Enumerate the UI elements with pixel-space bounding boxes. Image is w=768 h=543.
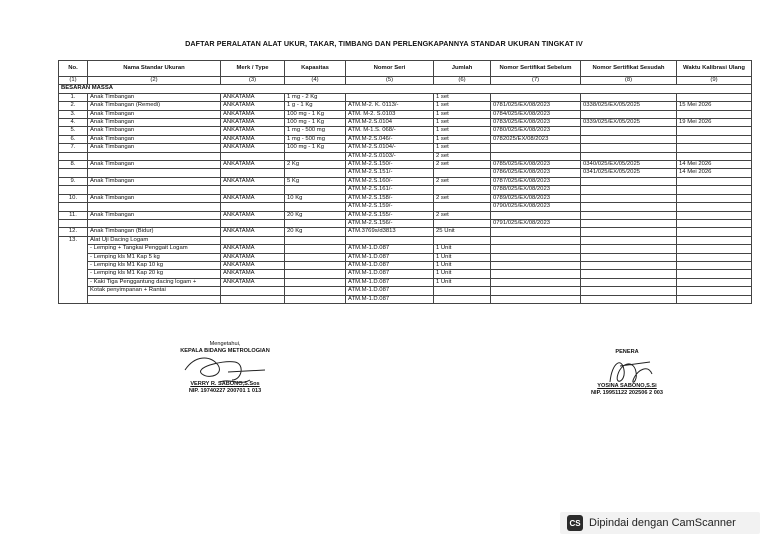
- column-header-7: Nomor Sertifikat Sebelum: [491, 61, 581, 77]
- section-label: BESARAN MASSA: [59, 85, 752, 93]
- empty-cell: [285, 261, 346, 269]
- table-cell: 0786/025/EX/08/2023: [491, 169, 581, 177]
- table-cell: 5.: [59, 127, 88, 135]
- section-row: [59, 85, 752, 93]
- empty-cell: [221, 236, 285, 244]
- table-row: [59, 102, 752, 110]
- table-cell: 0790/025/EX/08/2023: [491, 203, 581, 211]
- empty-cell: [491, 245, 581, 253]
- table-cell: [581, 203, 677, 211]
- table-row: [59, 119, 752, 127]
- table-cell: ANKATAMA: [221, 119, 285, 127]
- table-row: [59, 287, 752, 295]
- item-qty-cell: 1 Unit: [434, 253, 491, 261]
- column-number-3: (3): [221, 77, 285, 85]
- table-cell: [221, 152, 285, 160]
- table-cell: 2 set: [434, 161, 491, 169]
- camscanner-watermark: [560, 512, 760, 534]
- table-cell: [581, 211, 677, 219]
- table-cell: [581, 110, 677, 118]
- table-cell: 15 Mei 2026: [677, 102, 752, 110]
- item-qty-cell: [434, 295, 491, 303]
- table-cell: 1 mg - 500 mg: [285, 135, 346, 143]
- table-cell: 0788/025/EX/08/2023: [491, 186, 581, 194]
- item-brand-cell: ANKATAMA: [221, 278, 285, 286]
- table-cell: 0781/025/EX/08/2023: [491, 102, 581, 110]
- table-cell: Anak Timbangan: [88, 110, 221, 118]
- table-cell: 0785/025/EX/08/2023: [491, 161, 581, 169]
- item-serial-cell: ATM.M-1.D.087: [346, 278, 434, 286]
- table-cell: ATM.M-2.S.0103/-: [346, 152, 434, 160]
- empty-cell: [677, 245, 752, 253]
- item-brand-cell: [221, 287, 285, 295]
- empty-cell: [677, 295, 752, 303]
- left-signer-nip: NIP. 19740227 200701 1 013: [188, 388, 262, 394]
- table-cell: ANKATAMA: [221, 135, 285, 143]
- item-name-cell: [88, 295, 221, 303]
- table-cell: 1 set: [434, 119, 491, 127]
- table-cell: [434, 186, 491, 194]
- table-cell: [221, 203, 285, 211]
- table-cell: 0339/025/EX/05/2025: [581, 119, 677, 127]
- table-cell: Anak Timbangan: [88, 177, 221, 185]
- table-cell: [581, 228, 677, 236]
- table-row: [59, 236, 752, 244]
- item-qty-cell: 1 Unit: [434, 278, 491, 286]
- table-row: [59, 135, 752, 143]
- empty-cell: [491, 253, 581, 261]
- verifier-label: PENERA: [615, 349, 639, 355]
- table-cell: ANKATAMA: [221, 144, 285, 152]
- table-cell: ATM.M-2.S.0104: [346, 119, 434, 127]
- empty-cell: [581, 270, 677, 278]
- item-serial-cell: ATM.M-1.D.087: [346, 295, 434, 303]
- table-cell: [434, 219, 491, 227]
- table-cell: 14 Mei 2026: [677, 161, 752, 169]
- table-cell: [88, 186, 221, 194]
- table-cell: 2 set: [434, 194, 491, 202]
- table-cell: 0789/025/EX/08/2023: [491, 194, 581, 202]
- table-cell: [434, 169, 491, 177]
- table-cell: Anak Timbangan: [88, 119, 221, 127]
- table-cell: Anak Timbangan: [88, 127, 221, 135]
- empty-cell: [581, 245, 677, 253]
- table-cell: [491, 152, 581, 160]
- column-number-9: (9): [677, 77, 752, 85]
- table-row: [59, 152, 752, 160]
- table-cell: [491, 144, 581, 152]
- table-cell: ANKATAMA: [221, 110, 285, 118]
- table-cell: 0787/025/EX/08/2023: [491, 177, 581, 185]
- table-cell: 0338/025/EX/05/2025: [581, 102, 677, 110]
- table-cell: 0784/025/EX/08/2023: [491, 110, 581, 118]
- table-cell: 20 Kg: [285, 211, 346, 219]
- header-row: [59, 61, 752, 77]
- empty-cell: [491, 270, 581, 278]
- table-cell: 5 Kg: [285, 177, 346, 185]
- empty-cell: [491, 295, 581, 303]
- table-cell: [677, 177, 752, 185]
- table-cell: 7.: [59, 144, 88, 152]
- table-row: [59, 144, 752, 152]
- table-cell: 10.: [59, 194, 88, 202]
- acknowledged-label: Mengetahui,: [209, 341, 241, 347]
- table-cell: [88, 169, 221, 177]
- empty-cell: [581, 295, 677, 303]
- item-serial-cell: ATM.M-1.D.087: [346, 253, 434, 261]
- column-number-6: (6): [434, 77, 491, 85]
- empty-cell: [491, 287, 581, 295]
- empty-cell: [491, 236, 581, 244]
- item-brand-cell: ANKATAMA: [221, 270, 285, 278]
- left-signer-name: VERRY R. SABONO,S.Sos: [190, 381, 260, 387]
- table-row: [59, 93, 752, 101]
- table-cell: ATM.M-2.S.161/-: [346, 186, 434, 194]
- table-cell: [581, 186, 677, 194]
- empty-cell: [491, 278, 581, 286]
- empty-cell: [581, 287, 677, 295]
- empty-cell: [346, 236, 434, 244]
- table-cell: 2 set: [434, 152, 491, 160]
- table-cell: [346, 93, 434, 101]
- table-cell: 0340/025/EX/05/2025: [581, 161, 677, 169]
- column-number-4: (4): [285, 77, 346, 85]
- column-header-4: Kapasitas: [285, 61, 346, 77]
- column-number-8: (8): [581, 77, 677, 85]
- table-cell: [434, 203, 491, 211]
- table-cell: [491, 228, 581, 236]
- empty-cell: [285, 245, 346, 253]
- table-cell: [491, 93, 581, 101]
- table-row: [59, 253, 752, 261]
- equipment-table: [58, 60, 752, 304]
- left-handwritten-signature: [180, 350, 270, 390]
- table-cell: 0782025/EX/08/2023: [491, 135, 581, 143]
- table-row: [59, 169, 752, 177]
- column-number-row: [59, 77, 752, 85]
- item-qty-cell: 1 Unit: [434, 270, 491, 278]
- item-serial-cell: ATM.M-1.D.087: [346, 270, 434, 278]
- table-cell: ATM.M-2.S.155/-: [346, 211, 434, 219]
- empty-cell: [285, 236, 346, 244]
- column-header-6: Jumlah: [434, 61, 491, 77]
- table-cell: ANKATAMA: [221, 161, 285, 169]
- table-row: [59, 110, 752, 118]
- table-cell: [581, 177, 677, 185]
- table-cell: ATM.M-2.S.046/-: [346, 135, 434, 143]
- camscanner-text: Dipindai dengan CamScanner: [589, 517, 736, 529]
- table-cell: [59, 203, 88, 211]
- table-cell: 100 mg - 1 Kg: [285, 119, 346, 127]
- column-number-7: (7): [491, 77, 581, 85]
- empty-cell: [434, 236, 491, 244]
- right-signer-name: YOSINA SABONO,S.Si: [597, 383, 657, 389]
- column-header-2: Nama Standar Ukuran: [88, 61, 221, 77]
- right-handwritten-signature: [600, 352, 660, 392]
- table-row: [59, 177, 752, 185]
- table-cell: [285, 203, 346, 211]
- table-cell: ATM.M-2.S.159/-: [346, 203, 434, 211]
- table-cell: [581, 219, 677, 227]
- table-cell: [581, 127, 677, 135]
- table-cell: [221, 186, 285, 194]
- table-cell: [677, 194, 752, 202]
- table-cell: 2 Kg: [285, 161, 346, 169]
- column-header-5: Nomor Seri: [346, 61, 434, 77]
- empty-cell: [581, 278, 677, 286]
- empty-cell: [285, 270, 346, 278]
- table-cell: [581, 144, 677, 152]
- table-cell: [581, 152, 677, 160]
- table-cell: 20 Kg: [285, 228, 346, 236]
- item-qty-cell: 1 Unit: [434, 245, 491, 253]
- table-cell: [677, 203, 752, 211]
- table-cell: 8.: [59, 161, 88, 169]
- empty-cell: [677, 270, 752, 278]
- table-row: [59, 278, 752, 286]
- table-row: [59, 194, 752, 202]
- item-qty-cell: [434, 287, 491, 295]
- table-cell: 1 g - 1 Kg: [285, 102, 346, 110]
- table-cell: 2 set: [434, 211, 491, 219]
- table-row: [59, 228, 752, 236]
- item-name-cell: - Lemping kls M1 Kap 20 kg: [88, 270, 221, 278]
- item-name-cell: Kotak penyimpanan + Rantai: [88, 287, 221, 295]
- item-brand-cell: ANKATAMA: [221, 253, 285, 261]
- row-number-cell: 13.: [59, 236, 88, 303]
- column-number-1: (1): [59, 77, 88, 85]
- table-cell: 0780/025/EX/08/2023: [491, 127, 581, 135]
- table-row: [59, 127, 752, 135]
- item-serial-cell: ATM.M-1.D.087: [346, 245, 434, 253]
- table-cell: ANKATAMA: [221, 177, 285, 185]
- table-cell: [581, 194, 677, 202]
- column-header-8: Nomor Sertifikat Sesudah: [581, 61, 677, 77]
- table-row: [59, 261, 752, 269]
- table-cell: Anak Timbangan: [88, 144, 221, 152]
- head-of-division-label: KEPALA BIDANG METROLOGIAN: [180, 348, 270, 354]
- table-cell: [59, 186, 88, 194]
- table-cell: [88, 203, 221, 211]
- empty-cell: [285, 295, 346, 303]
- table-cell: ANKATAMA: [221, 127, 285, 135]
- table-cell: [581, 135, 677, 143]
- column-number-2: (2): [88, 77, 221, 85]
- empty-cell: [677, 236, 752, 244]
- table-cell: [59, 152, 88, 160]
- column-header-1: No.: [59, 61, 88, 77]
- table-cell: 1.: [59, 93, 88, 101]
- camscanner-logo-icon: CS: [567, 515, 583, 531]
- empty-cell: [677, 261, 752, 269]
- table-cell: ANKATAMA: [221, 211, 285, 219]
- item-brand-cell: ANKATAMA: [221, 261, 285, 269]
- item-serial-cell: ATM.M-1.D.087: [346, 261, 434, 269]
- table-cell: Anak Timbangan (Remedi): [88, 102, 221, 110]
- document-title: DAFTAR PERALATAN ALAT UKUR, TAKAR, TIMBANG DAN PERLENGKAPANNYA STANDAR UKURAN TINGKAT IV: [185, 39, 583, 48]
- table-row: [59, 161, 752, 169]
- table-cell: ATM. M-1.S. 068/-: [346, 127, 434, 135]
- table-cell: 1 mg - 500 mg: [285, 127, 346, 135]
- table-cell: 1 set: [434, 127, 491, 135]
- empty-cell: [581, 236, 677, 244]
- table-cell: [285, 152, 346, 160]
- table-cell: 2 set: [434, 177, 491, 185]
- table-cell: ATM.M-2. K. 0113/-: [346, 102, 434, 110]
- table-cell: [677, 93, 752, 101]
- table-cell: 1 set: [434, 135, 491, 143]
- table-cell: Anak Timbangan: [88, 161, 221, 169]
- table-cell: 10 Kg: [285, 194, 346, 202]
- table-cell: [491, 211, 581, 219]
- table-cell: 0791/025/EX/08/2023: [491, 219, 581, 227]
- table-cell: 9.: [59, 177, 88, 185]
- column-number-5: (5): [346, 77, 434, 85]
- table-cell: ANKATAMA: [221, 228, 285, 236]
- table-cell: 0783/025/EX/08/2023: [491, 119, 581, 127]
- table-cell: [677, 152, 752, 160]
- table-cell: 2.: [59, 102, 88, 110]
- item-serial-cell: ATM.M-1.D.087: [346, 287, 434, 295]
- table-cell: [677, 144, 752, 152]
- table-cell: 25 Unit: [434, 228, 491, 236]
- table-cell: ATM.M-2.S.151/-: [346, 169, 434, 177]
- empty-cell: [581, 261, 677, 269]
- table-cell: [677, 211, 752, 219]
- table-cell: 0341/025/EX/05/2025: [581, 169, 677, 177]
- table-cell: [88, 219, 221, 227]
- table-row: [59, 186, 752, 194]
- table-cell: [221, 169, 285, 177]
- table-cell: [677, 127, 752, 135]
- item-brand-cell: ANKATAMA: [221, 245, 285, 253]
- table-cell: 6.: [59, 135, 88, 143]
- empty-cell: [285, 253, 346, 261]
- table-cell: Anak Timbangan: [88, 93, 221, 101]
- table-cell: [677, 135, 752, 143]
- table-cell: [285, 186, 346, 194]
- table-row: [59, 295, 752, 303]
- table-cell: 100 mg - 1 Kg: [285, 144, 346, 152]
- table-cell: ANKATAMA: [221, 93, 285, 101]
- table-row: [59, 203, 752, 211]
- table-cell: 3.: [59, 110, 88, 118]
- table-cell: ATM.M-2.S.160/-: [346, 177, 434, 185]
- table-cell: 4.: [59, 119, 88, 127]
- table-cell: 1 set: [434, 144, 491, 152]
- table-cell: Anak Timbangan: [88, 194, 221, 202]
- item-name-cell: - Lemping + Tangkai Penggait Logam: [88, 245, 221, 253]
- empty-cell: [677, 278, 752, 286]
- item-name-cell: - Kaki Tiga Penggantung dacing logam +: [88, 278, 221, 286]
- item-brand-cell: [221, 295, 285, 303]
- table-cell: 11.: [59, 211, 88, 219]
- item-name-cell: - Lemping kls M1 Kap 5 kg: [88, 253, 221, 261]
- table-row: [59, 219, 752, 227]
- table-row: [59, 270, 752, 278]
- table-cell: [59, 169, 88, 177]
- table-cell: [677, 186, 752, 194]
- table-cell: [88, 152, 221, 160]
- table-cell: ATM.M-2.S.0104/-: [346, 144, 434, 152]
- table-cell: ATM. M-2. S.0103: [346, 110, 434, 118]
- table-cell: ANKATAMA: [221, 102, 285, 110]
- column-header-3: Merk / Type: [221, 61, 285, 77]
- table-cell: 1 set: [434, 102, 491, 110]
- table-cell: Anak Timbangan (Bidur): [88, 228, 221, 236]
- table-cell: ANKATAMA: [221, 194, 285, 202]
- empty-cell: [491, 261, 581, 269]
- empty-cell: [285, 278, 346, 286]
- empty-cell: [581, 253, 677, 261]
- group-title-cell: Alat Uji Dacing Logam: [88, 236, 221, 244]
- item-qty-cell: 1 Unit: [434, 261, 491, 269]
- table-cell: 1 set: [434, 93, 491, 101]
- table-row: [59, 211, 752, 219]
- empty-cell: [677, 287, 752, 295]
- empty-cell: [285, 287, 346, 295]
- table-cell: 100 mg - 1 Kg: [285, 110, 346, 118]
- table-cell: ATM.M-2.S.156/-: [346, 219, 434, 227]
- column-header-9: Waktu Kalibrasi Ulang: [677, 61, 752, 77]
- table-cell: [59, 219, 88, 227]
- table-cell: 1 set: [434, 110, 491, 118]
- table-cell: [677, 228, 752, 236]
- table-cell: [221, 219, 285, 227]
- table-cell: [677, 219, 752, 227]
- table-cell: ATM.M-2.S.150/-: [346, 161, 434, 169]
- right-signer-nip: NIP. 19951122 202506 2 003: [590, 390, 664, 396]
- table-cell: 19 Mei 2026: [677, 119, 752, 127]
- table-cell: Anak Timbangan: [88, 135, 221, 143]
- table-cell: 12.: [59, 228, 88, 236]
- table-cell: ATM.3769s/d3813: [346, 228, 434, 236]
- table-row: [59, 245, 752, 253]
- table-cell: [677, 110, 752, 118]
- table-cell: 1 mg - 2 Kg: [285, 93, 346, 101]
- table-cell: [285, 219, 346, 227]
- table-cell: ATM.M-2.S.158/-: [346, 194, 434, 202]
- table-cell: [581, 93, 677, 101]
- table-cell: [285, 169, 346, 177]
- empty-cell: [677, 253, 752, 261]
- item-name-cell: - Lemping kls M1 Kap 10 kg: [88, 261, 221, 269]
- table-cell: Anak Timbangan: [88, 211, 221, 219]
- table-cell: 14 Mei 2026: [677, 169, 752, 177]
